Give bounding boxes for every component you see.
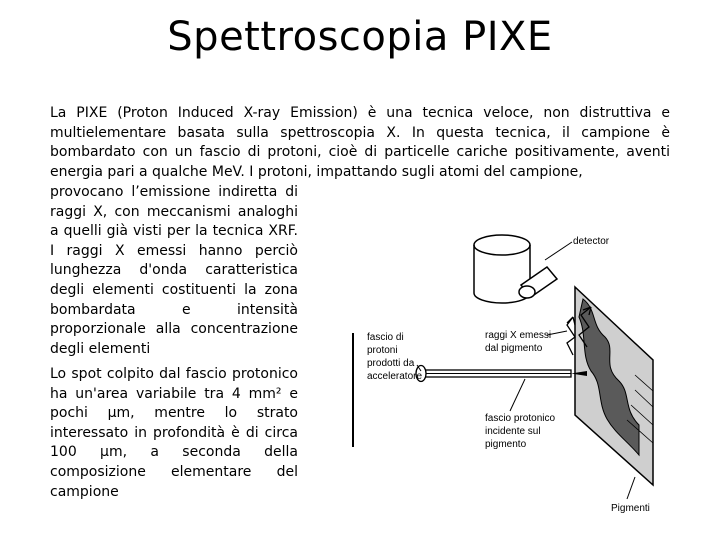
source-label-line4: acceleratore bbox=[367, 371, 423, 382]
beam-label-line1: fascio protonico bbox=[485, 413, 556, 424]
source-label-line2: protoni bbox=[367, 345, 398, 356]
spot-paragraph: Lo spot colpito dal fascio protonico ha un'area variabile tra 4 mm² e pochi µm, mentre lo strato interessato in profondità è di circa 100 µm, a seconda della composizione elementare del campione bbox=[50, 366, 298, 500]
slide-title: Spettroscopia PIXE bbox=[167, 14, 553, 60]
beam-label-line2: incidente sul bbox=[485, 426, 541, 437]
beam-leader bbox=[510, 379, 525, 411]
source-label-line1: fascio di bbox=[367, 332, 404, 343]
detector-label: detector bbox=[573, 236, 610, 247]
detector-leader bbox=[545, 242, 572, 260]
intro-paragraph-continued: provocano l’emissione indiretta di raggi X, con meccanismi analoghi a quelli già visti per la tecnica XRF. I raggi X emessi hanno perciò lunghezza d'onda caratteristica degli elementi costituenti la zona bombardata e intensità proporzionale alla concentrazione degli elementi bbox=[50, 184, 298, 357]
beam-label-line3: pigmento bbox=[485, 439, 527, 450]
source-label-line3: prodotti da bbox=[367, 358, 415, 369]
pixe-setup-diagram bbox=[335, 215, 690, 515]
xray-label-line2: dal pigmento bbox=[485, 343, 543, 354]
pigment-panel bbox=[575, 287, 653, 485]
detector-arm bbox=[519, 267, 557, 298]
intro-paragraph: La PIXE (Proton Induced X-ray Emission) è una tecnica veloce, non distruttiva e multielementare basata sulla spettroscopia X. In questa tecnica, il campione è bombardato con un fascio di protoni, cioè di particelle cariche positivamente, aventi energia pari a qualche MeV. I protoni, impattando sugli atomi del campione, bbox=[50, 105, 670, 180]
xray-label-line1: raggi X emessi bbox=[485, 330, 552, 341]
pigmenti-label: Pigmenti bbox=[611, 503, 650, 514]
pigmenti-leader bbox=[627, 477, 635, 499]
